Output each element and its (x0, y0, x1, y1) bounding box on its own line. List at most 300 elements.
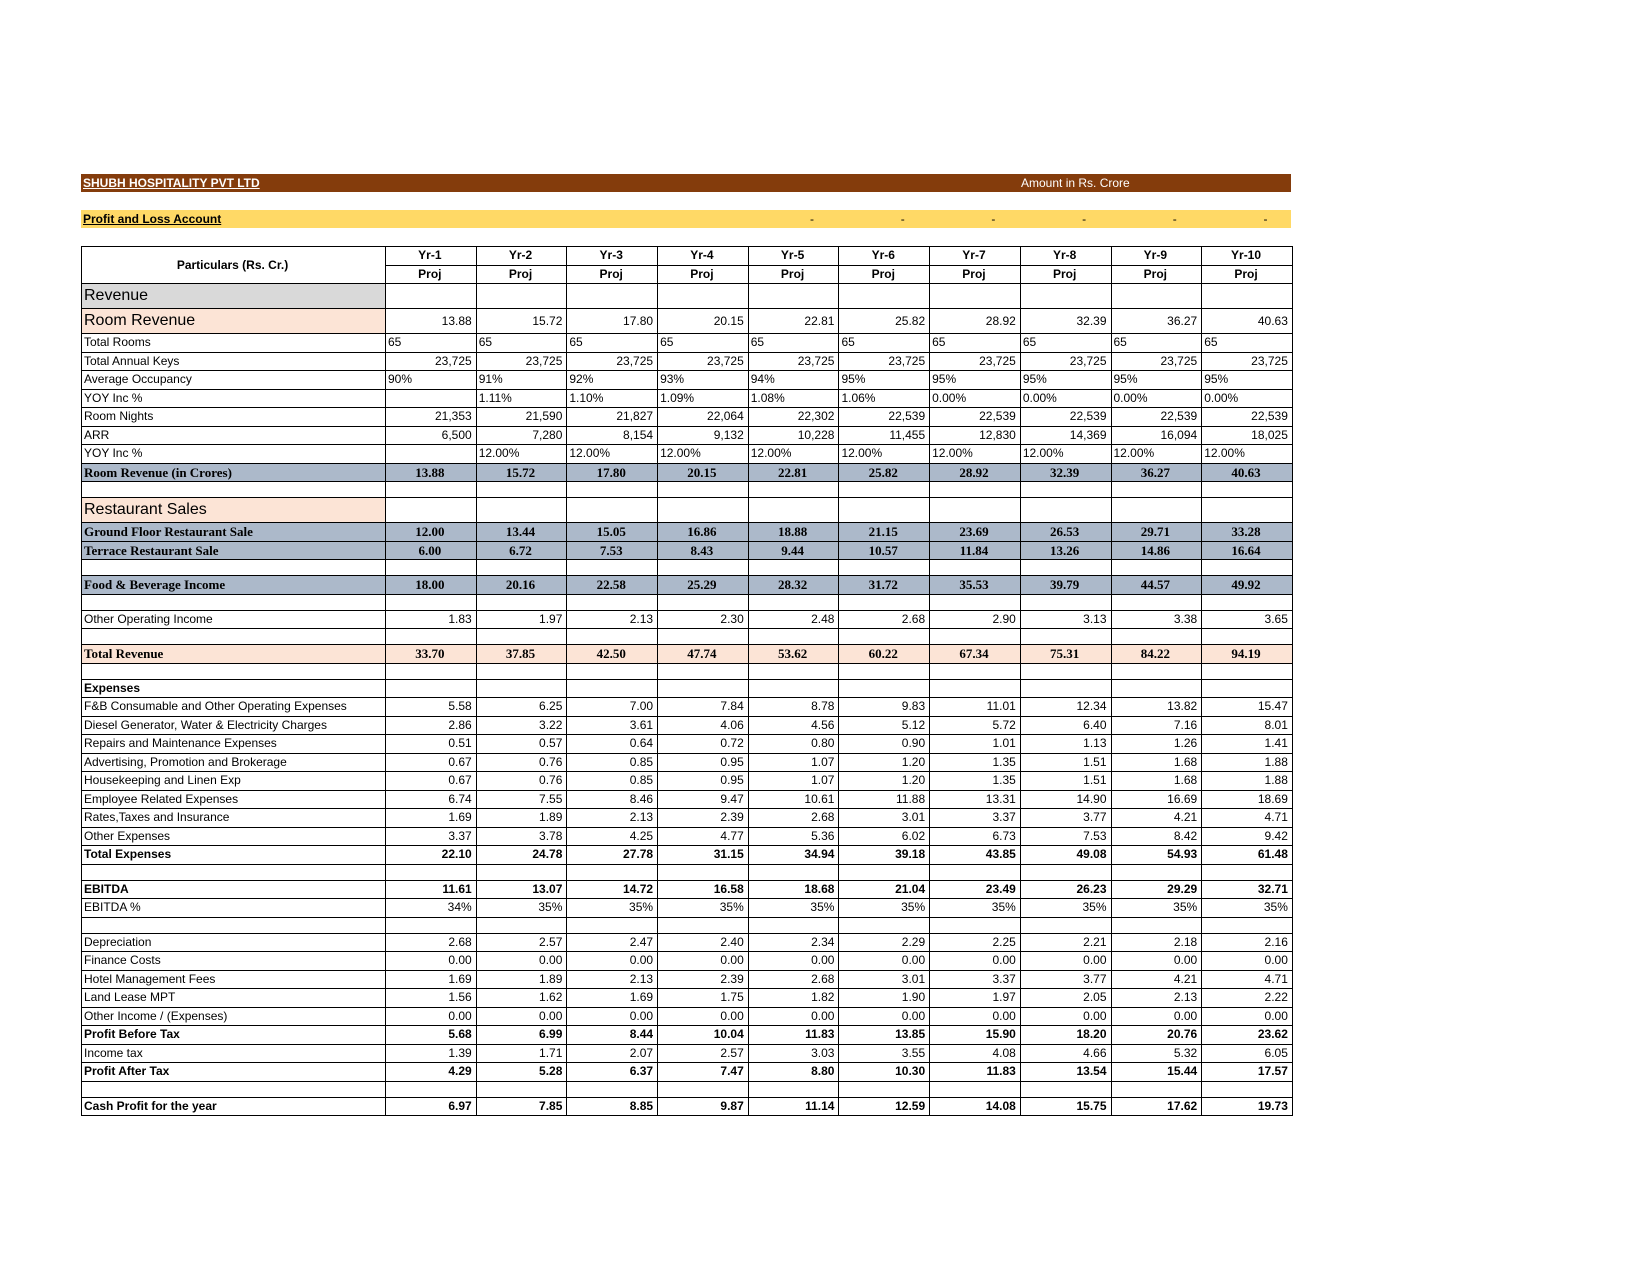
value-cell (1020, 284, 1111, 309)
value-cell: 4.56 (748, 716, 839, 735)
value-cell (476, 663, 567, 679)
year-header: Yr-9 (1111, 247, 1202, 266)
value-cell: 18.68 (748, 880, 839, 899)
value-cell: 4.06 (658, 716, 749, 735)
amount-unit-note: Amount in Rs. Crore (1021, 176, 1130, 190)
value-cell (748, 498, 839, 523)
value-cell: 8.80 (748, 1063, 839, 1082)
value-cell: 2.34 (748, 933, 839, 952)
value-cell: 1.56 (386, 989, 477, 1008)
value-cell (658, 284, 749, 309)
value-cell (1202, 1081, 1293, 1097)
value-cell: 25.82 (839, 463, 930, 482)
table-row (82, 716, 1293, 735)
company-title-bar (81, 174, 1291, 192)
value-cell: 16.69 (1111, 790, 1202, 809)
table-row (82, 560, 1293, 576)
value-cell: 0.00% (1202, 389, 1293, 408)
value-cell: 91% (476, 371, 567, 390)
table-row (82, 827, 1293, 846)
value-cell: 3.38 (1111, 610, 1202, 629)
value-cell: 31.72 (839, 576, 930, 595)
value-cell (1202, 560, 1293, 576)
value-cell: 23,725 (930, 352, 1021, 371)
header-dash: - (1172, 212, 1177, 226)
value-cell: 65 (748, 334, 839, 353)
value-cell: 12.00% (1111, 445, 1202, 464)
value-cell (658, 663, 749, 679)
value-cell: 15.05 (567, 523, 658, 542)
value-cell: 2.16 (1202, 933, 1293, 952)
value-cell (1111, 679, 1202, 698)
row-label: EBITDA % (82, 899, 386, 918)
table-row (82, 952, 1293, 971)
value-cell (930, 498, 1021, 523)
value-cell (930, 560, 1021, 576)
table-row (82, 899, 1293, 918)
value-cell: 35% (930, 899, 1021, 918)
value-cell (658, 629, 749, 645)
value-cell: 22.81 (748, 463, 839, 482)
value-cell: 1.89 (476, 970, 567, 989)
value-cell (1202, 284, 1293, 309)
value-cell (658, 482, 749, 498)
value-cell (839, 629, 930, 645)
value-cell: 39.18 (839, 846, 930, 865)
value-cell: 12.00% (658, 445, 749, 464)
value-cell (748, 679, 839, 698)
row-label: Depreciation (82, 933, 386, 952)
value-cell: 1.51 (1020, 753, 1111, 772)
row-label (82, 1081, 386, 1097)
value-cell: 22,539 (1111, 408, 1202, 427)
proj-header: Proj (1111, 265, 1202, 284)
value-cell (748, 917, 839, 933)
value-cell: 1.10% (567, 389, 658, 408)
table-row (82, 753, 1293, 772)
value-cell: 1.07 (748, 772, 839, 791)
value-cell: 1.88 (1202, 753, 1293, 772)
value-cell: 16.86 (658, 523, 749, 542)
value-cell: 0.76 (476, 772, 567, 791)
value-cell (386, 560, 477, 576)
value-cell (658, 679, 749, 698)
value-cell: 1.69 (386, 809, 477, 828)
value-cell (1202, 482, 1293, 498)
table-row (82, 1097, 1293, 1116)
header-dash: - (900, 212, 905, 226)
value-cell (930, 482, 1021, 498)
value-cell: 13.82 (1111, 698, 1202, 717)
statement-title-bar (81, 210, 1291, 228)
row-label: Income tax (82, 1044, 386, 1063)
row-label: Total Rooms (82, 334, 386, 353)
value-cell: 5.12 (839, 716, 930, 735)
value-cell: 65 (1111, 334, 1202, 353)
value-cell: 0.67 (386, 772, 477, 791)
value-cell: 6.99 (476, 1026, 567, 1045)
value-cell (658, 560, 749, 576)
value-cell (386, 594, 477, 610)
row-label: EBITDA (82, 880, 386, 899)
table-row (82, 594, 1293, 610)
value-cell: 1.26 (1111, 735, 1202, 754)
value-cell (748, 864, 839, 880)
value-cell: 8.43 (658, 541, 749, 560)
value-cell: 3.37 (386, 827, 477, 846)
value-cell (839, 1081, 930, 1097)
value-cell: 12.59 (839, 1097, 930, 1116)
value-cell: 12.00% (1202, 445, 1293, 464)
row-label: Advertising, Promotion and Brokerage (82, 753, 386, 772)
value-cell (748, 284, 839, 309)
value-cell: 15.47 (1202, 698, 1293, 717)
value-cell: 3.22 (476, 716, 567, 735)
value-cell: 3.03 (748, 1044, 839, 1063)
value-cell: 2.29 (839, 933, 930, 952)
value-cell: 16,094 (1111, 426, 1202, 445)
value-cell (386, 498, 477, 523)
value-cell: 2.86 (386, 716, 477, 735)
value-cell (386, 663, 477, 679)
table-row (82, 970, 1293, 989)
value-cell: 15.75 (1020, 1097, 1111, 1116)
value-cell (1202, 663, 1293, 679)
value-cell (1111, 1081, 1202, 1097)
value-cell (567, 629, 658, 645)
value-cell: 1.41 (1202, 735, 1293, 754)
value-cell: 20.15 (658, 463, 749, 482)
value-cell: 4.77 (658, 827, 749, 846)
row-label: Terrace Restaurant Sale (82, 541, 386, 560)
value-cell (567, 864, 658, 880)
value-cell: 2.68 (386, 933, 477, 952)
value-cell: 35% (658, 899, 749, 918)
value-cell: 33.28 (1202, 523, 1293, 542)
value-cell: 27.78 (567, 846, 658, 865)
value-cell: 2.57 (476, 933, 567, 952)
value-cell: 0.00 (567, 952, 658, 971)
table-row (82, 498, 1293, 523)
value-cell: 84.22 (1111, 645, 1202, 664)
value-cell: 35.53 (930, 576, 1021, 595)
value-cell: 2.13 (567, 809, 658, 828)
value-cell: 23,725 (1111, 352, 1202, 371)
year-header: Yr-5 (748, 247, 839, 266)
value-cell (839, 864, 930, 880)
value-cell: 6.00 (386, 541, 477, 560)
value-cell (1202, 629, 1293, 645)
value-cell: 0.00 (1020, 1007, 1111, 1026)
proj-header: Proj (476, 265, 567, 284)
value-cell (567, 482, 658, 498)
value-cell (839, 498, 930, 523)
value-cell: 29.29 (1111, 880, 1202, 899)
table-row (82, 698, 1293, 717)
value-cell: 31.15 (658, 846, 749, 865)
value-cell: 20.16 (476, 576, 567, 595)
table-row (82, 790, 1293, 809)
value-cell: 94% (748, 371, 839, 390)
value-cell (930, 917, 1021, 933)
value-cell: 16.64 (1202, 541, 1293, 560)
value-cell: 65 (476, 334, 567, 353)
value-cell: 43.85 (930, 846, 1021, 865)
value-cell (386, 482, 477, 498)
row-label: Other Operating Income (82, 610, 386, 629)
value-cell: 3.65 (1202, 610, 1293, 629)
value-cell: 2.40 (658, 933, 749, 952)
row-label: Ground Floor Restaurant Sale (82, 523, 386, 542)
value-cell (386, 389, 477, 408)
value-cell: 17.80 (567, 463, 658, 482)
header-dash: - (1082, 212, 1087, 226)
value-cell: 90% (386, 371, 477, 390)
value-cell: 6.25 (476, 698, 567, 717)
value-cell (476, 864, 567, 880)
table-row (82, 864, 1293, 880)
value-cell (1020, 560, 1111, 576)
value-cell: 1.90 (839, 989, 930, 1008)
proj-header: Proj (1020, 265, 1111, 284)
value-cell: 0.00 (930, 1007, 1021, 1026)
row-label: Other Income / (Expenses) (82, 1007, 386, 1026)
value-cell: 13.54 (1020, 1063, 1111, 1082)
table-row (82, 309, 1293, 334)
value-cell (476, 498, 567, 523)
value-cell: 10.57 (839, 541, 930, 560)
value-cell: 3.77 (1020, 809, 1111, 828)
table-row (82, 679, 1293, 698)
value-cell (748, 560, 839, 576)
value-cell: 3.61 (567, 716, 658, 735)
value-cell: 0.00 (658, 952, 749, 971)
value-cell: 32.39 (1020, 309, 1111, 334)
value-cell: 1.51 (1020, 772, 1111, 791)
value-cell: 13.26 (1020, 541, 1111, 560)
row-label: Room Revenue (82, 309, 386, 334)
value-cell: 35% (839, 899, 930, 918)
value-cell: 13.44 (476, 523, 567, 542)
value-cell: 4.25 (567, 827, 658, 846)
value-cell: 2.39 (658, 809, 749, 828)
value-cell: 9,132 (658, 426, 749, 445)
proj-header: Proj (1202, 265, 1293, 284)
value-cell: 1.13 (1020, 735, 1111, 754)
value-cell: 23,725 (1202, 352, 1293, 371)
row-label: Average Occupancy (82, 371, 386, 390)
value-cell: 0.00 (1020, 952, 1111, 971)
value-cell: 3.13 (1020, 610, 1111, 629)
value-cell: 0.00 (476, 952, 567, 971)
header-dash: - (810, 212, 814, 226)
value-cell: 23,725 (658, 352, 749, 371)
value-cell (567, 917, 658, 933)
value-cell: 12.00% (748, 445, 839, 464)
proj-header: Proj (748, 265, 839, 284)
value-cell (1111, 663, 1202, 679)
value-cell: 17.57 (1202, 1063, 1293, 1082)
value-cell: 7.00 (567, 698, 658, 717)
value-cell: 40.63 (1202, 463, 1293, 482)
value-cell (386, 284, 477, 309)
row-label (82, 629, 386, 645)
value-cell (658, 498, 749, 523)
year-header: Yr-7 (930, 247, 1021, 266)
value-cell: 11.14 (748, 1097, 839, 1116)
value-cell: 0.57 (476, 735, 567, 754)
value-cell: 25.29 (658, 576, 749, 595)
year-header: Yr-6 (839, 247, 930, 266)
value-cell: 0.80 (748, 735, 839, 754)
row-label: Employee Related Expenses (82, 790, 386, 809)
value-cell (1111, 560, 1202, 576)
value-cell (930, 594, 1021, 610)
value-cell: 1.07 (748, 753, 839, 772)
table-row (82, 576, 1293, 595)
value-cell (476, 560, 567, 576)
value-cell: 22,064 (658, 408, 749, 427)
value-cell: 11,455 (839, 426, 930, 445)
value-cell (567, 594, 658, 610)
value-cell: 4.66 (1020, 1044, 1111, 1063)
value-cell (748, 629, 839, 645)
value-cell: 1.71 (476, 1044, 567, 1063)
value-cell: 2.68 (839, 610, 930, 629)
value-cell (1202, 917, 1293, 933)
value-cell: 7.53 (567, 541, 658, 560)
value-cell: 21,353 (386, 408, 477, 427)
value-cell: 12.34 (1020, 698, 1111, 717)
table-row (82, 426, 1293, 445)
value-cell: 16.58 (658, 880, 749, 899)
value-cell: 95% (839, 371, 930, 390)
value-cell: 1.68 (1111, 753, 1202, 772)
value-cell: 0.64 (567, 735, 658, 754)
value-cell: 2.13 (567, 970, 658, 989)
value-cell: 10.30 (839, 1063, 930, 1082)
value-cell: 19.73 (1202, 1097, 1293, 1116)
value-cell (386, 629, 477, 645)
value-cell: 23,725 (476, 352, 567, 371)
value-cell (386, 1081, 477, 1097)
value-cell: 1.75 (658, 989, 749, 1008)
value-cell (386, 445, 477, 464)
statement-title: Profit and Loss Account (83, 212, 222, 226)
value-cell (930, 679, 1021, 698)
value-cell: 22,539 (1202, 408, 1293, 427)
value-cell: 4.21 (1111, 970, 1202, 989)
value-cell: 93% (658, 371, 749, 390)
table-row (82, 645, 1293, 664)
value-cell (930, 1081, 1021, 1097)
value-cell (476, 629, 567, 645)
value-cell: 2.68 (748, 970, 839, 989)
value-cell (748, 482, 839, 498)
value-cell: 95% (1202, 371, 1293, 390)
value-cell (748, 594, 839, 610)
value-cell: 6.73 (930, 827, 1021, 846)
value-cell: 3.01 (839, 970, 930, 989)
value-cell: 23,725 (1020, 352, 1111, 371)
value-cell: 5.36 (748, 827, 839, 846)
proj-header: Proj (658, 265, 749, 284)
value-cell: 22.81 (748, 309, 839, 334)
value-cell: 21,827 (567, 408, 658, 427)
value-cell: 1.88 (1202, 772, 1293, 791)
value-cell: 1.35 (930, 772, 1021, 791)
table-row (82, 1044, 1293, 1063)
value-cell: 1.20 (839, 753, 930, 772)
proj-header: Proj (930, 265, 1021, 284)
value-cell: 28.92 (930, 309, 1021, 334)
value-cell: 0.76 (476, 753, 567, 772)
value-cell (1202, 594, 1293, 610)
value-cell: 65 (658, 334, 749, 353)
value-cell (386, 917, 477, 933)
row-label (82, 482, 386, 498)
value-cell: 21,590 (476, 408, 567, 427)
value-cell: 6.02 (839, 827, 930, 846)
value-cell: 18,025 (1202, 426, 1293, 445)
value-cell: 28.92 (930, 463, 1021, 482)
row-label: Expenses (82, 679, 386, 698)
value-cell (1020, 482, 1111, 498)
table-row (82, 610, 1293, 629)
value-cell: 15.72 (476, 309, 567, 334)
value-cell: 7.84 (658, 698, 749, 717)
value-cell: 12.00% (839, 445, 930, 464)
value-cell: 32.71 (1202, 880, 1293, 899)
value-cell: 2.48 (748, 610, 839, 629)
value-cell: 40.63 (1202, 309, 1293, 334)
value-cell (1020, 679, 1111, 698)
value-cell: 9.47 (658, 790, 749, 809)
value-cell: 34% (386, 899, 477, 918)
value-cell: 92% (567, 371, 658, 390)
row-label: Housekeeping and Linen Exp (82, 772, 386, 791)
value-cell: 7.47 (658, 1063, 749, 1082)
value-cell: 2.18 (1111, 933, 1202, 952)
value-cell: 47.74 (658, 645, 749, 664)
row-label: Hotel Management Fees (82, 970, 386, 989)
row-label: YOY Inc % (82, 389, 386, 408)
value-cell (476, 594, 567, 610)
value-cell: 2.57 (658, 1044, 749, 1063)
value-cell: 2.90 (930, 610, 1021, 629)
table-row (82, 917, 1293, 933)
value-cell: 23.62 (1202, 1026, 1293, 1045)
value-cell (839, 560, 930, 576)
value-cell: 8.46 (567, 790, 658, 809)
value-cell (476, 679, 567, 698)
value-cell: 11.84 (930, 541, 1021, 560)
value-cell: 13.88 (386, 463, 477, 482)
value-cell (567, 560, 658, 576)
value-cell: 0.85 (567, 772, 658, 791)
value-cell: 4.71 (1202, 970, 1293, 989)
value-cell: 2.13 (567, 610, 658, 629)
value-cell: 20.15 (658, 309, 749, 334)
value-cell: 1.89 (476, 809, 567, 828)
value-cell: 4.21 (1111, 809, 1202, 828)
value-cell: 6.97 (386, 1097, 477, 1116)
value-cell: 35% (1202, 899, 1293, 918)
row-label: Total Expenses (82, 846, 386, 865)
value-cell: 0.00 (567, 1007, 658, 1026)
value-cell: 15.44 (1111, 1063, 1202, 1082)
value-cell: 17.80 (567, 309, 658, 334)
